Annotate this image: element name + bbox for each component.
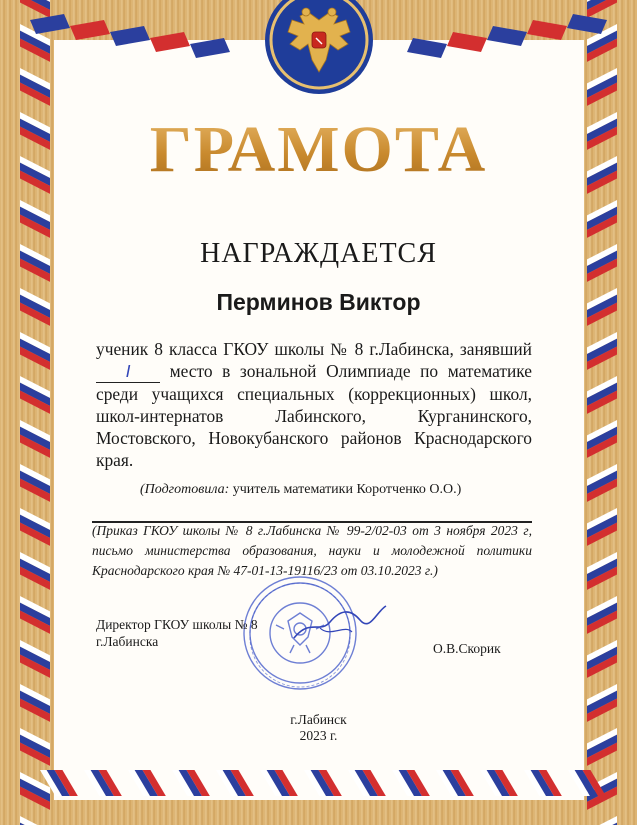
ribbon-stripe [527, 20, 567, 40]
double-headed-eagle-icon [256, 0, 382, 100]
place-value: I [96, 360, 160, 383]
ribbon-stripe [110, 26, 150, 46]
ribbon-stripe [447, 32, 487, 52]
award-heading: НАГРАЖДАЕТСЯ [200, 238, 437, 269]
signer-name: О.В.Скорик [433, 641, 501, 656]
ribbon-stripe [487, 26, 527, 46]
ribbon-stripe [150, 32, 190, 52]
signature-icon [290, 598, 390, 648]
ribbon-stripe [567, 14, 607, 34]
order-reference: (Приказ ГКОУ школы № 8 г.Лабинска № 99-2/02-03 от 3 ноября 2023 г, письмо министерства образования, науки и молодежной политики Краснодарского края № 47-01-13-19116/23 от 03.10.2023 г.) [92, 523, 532, 578]
ribbon-stripe [70, 20, 110, 40]
description-part1: ученик 8 класса ГКОУ школы № 8 г.Лабинска, занявший [96, 339, 532, 359]
prepared-by [140, 482, 461, 498]
issue-place-date [0, 712, 637, 744]
director-line1: Директор ГКОУ школы № 8 [96, 617, 258, 632]
director-title [96, 616, 258, 650]
recipient-name: Перминов Виктор [216, 289, 421, 315]
certificate-title: ГРАМОТА [0, 112, 637, 188]
ribbon-stripe [407, 38, 447, 58]
ribbon-stripe [30, 14, 70, 34]
issue-city: г.Лабинск [290, 712, 347, 727]
award-description [96, 338, 532, 471]
prepared-label: (Подготовила: [140, 482, 230, 497]
ribbon-stripe [20, 816, 50, 825]
director-line2: г.Лабинска [96, 634, 159, 649]
ribbon-stripe [587, 816, 617, 825]
description-part2: место в зональной Олимпиаде по математике среди учащихся специальных (коррекционных) школ, школ-интернатов Лабинского, Курганинского, Мостовского, Новокубанского районов Краснодарского края. [96, 361, 532, 470]
prepared-teacher: учитель математики Коротченко О.О.) [232, 482, 462, 497]
ribbon-stripe [190, 38, 230, 58]
issue-year: 2023 г. [299, 728, 338, 743]
